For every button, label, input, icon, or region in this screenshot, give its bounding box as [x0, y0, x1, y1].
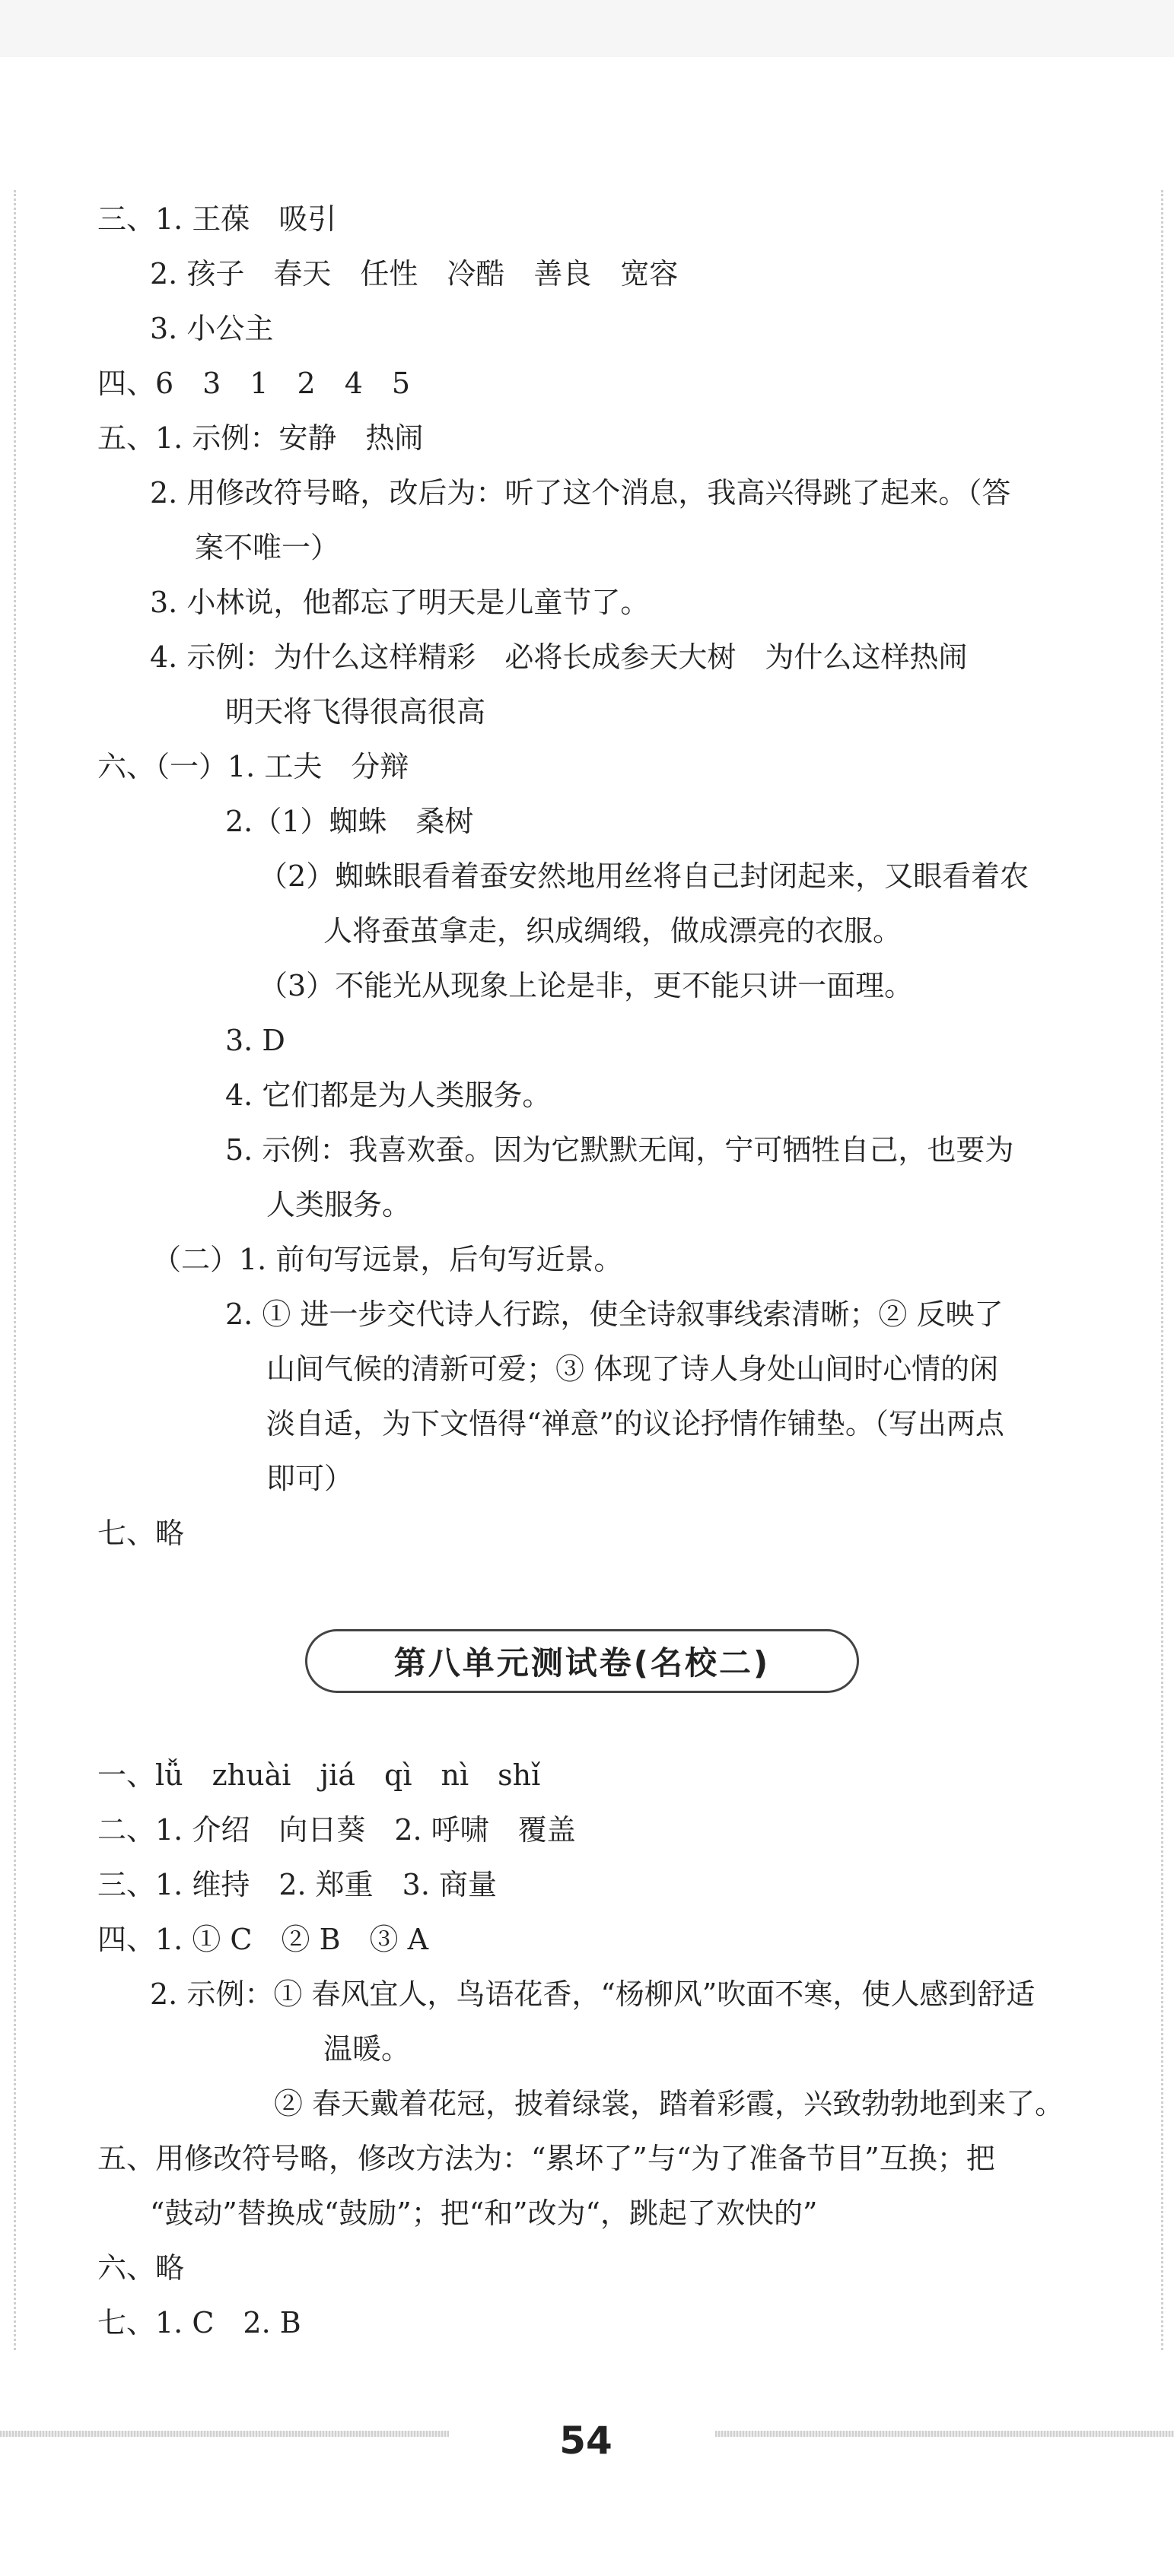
- answer-line: （2）蜘蛛眼看着蚕安然地用丝将自己封闭起来，又眼看着农: [259, 859, 1029, 893]
- answer-line: 即可）: [266, 1462, 354, 1495]
- answer-line: 五、用修改符号略，修改方法为：“累坏了”与“为了准备节目”互换；把: [97, 2142, 995, 2175]
- footer-rule-right: [715, 2431, 1174, 2437]
- answer-line: （二）1. 前句写远景，后句写近景。: [152, 1243, 623, 1276]
- answer-line: 三、1. 王葆 吸引: [97, 202, 337, 236]
- answer-line: 3. D: [225, 1024, 285, 1057]
- answer-line: 明天将飞得很高很高: [225, 695, 486, 729]
- answer-line: 3. 小林说，他都忘了明天是儿童节了。: [150, 586, 650, 619]
- page-number: 54: [559, 2419, 612, 2463]
- answer-line: 六、（一）1. 工夫 分辩: [97, 750, 409, 783]
- answer-line: 七、1. C 2. B: [97, 2306, 301, 2339]
- answer-line: 2. 示例：① 春风宜人，鸟语花香，“杨柳风”吹面不寒，使人感到舒适: [150, 1977, 1036, 2011]
- footer-rule-left: [0, 2431, 449, 2437]
- answer-line: 五、1. 示例：安静 热闹: [97, 421, 424, 455]
- left-margin-dotted-line: [14, 190, 16, 2350]
- answer-line: 4. 它们都是为人类服务。: [225, 1078, 552, 1112]
- answer-line: 七、略: [97, 1517, 185, 1550]
- answer-line: 山间气候的清新可爱；③ 体现了诗人身处山间时心情的闲: [266, 1352, 999, 1386]
- answer-line: 淡自适，为下文悟得“禅意”的议论抒情作铺垫。（写出两点: [266, 1407, 1004, 1440]
- section-title-box: [305, 1629, 859, 1693]
- answer-line: 案不唯一）: [195, 531, 340, 564]
- answer-line: 5. 示例：我喜欢蚕。因为它默默无闻，宁可牺牲自己，也要为: [225, 1133, 1014, 1167]
- top-margin-band: [0, 0, 1174, 57]
- answer-line: 二、1. 介绍 向日葵 2. 呼啸 覆盖: [97, 1813, 576, 1847]
- answer-line: 人将蚕茧拿走，织成绸缎，做成漂亮的衣服。: [323, 914, 902, 948]
- answer-line: ② 春天戴着花冠，披着绿裳，踏着彩霞，兴致勃勃地到来了。: [274, 2087, 1064, 2120]
- answer-line: 2. 孩子 春天 任性 冷酷 善良 宽容: [150, 257, 679, 291]
- answer-line: 2. ① 进一步交代诗人行踪，使全诗叙事线索清晰；② 反映了: [225, 1298, 1004, 1331]
- answer-line: 温暖。: [323, 2032, 411, 2066]
- answer-line: 2. 用修改符号略，改后为：听了这个消息，我高兴得跳了起来。（答: [150, 476, 1011, 510]
- answer-line: 2.（1）蜘蛛 桑树: [225, 805, 474, 838]
- right-margin-dotted-line: [1161, 190, 1163, 2350]
- answer-line: 4. 示例：为什么这样精彩 必将长成参天大树 为什么这样热闹: [150, 640, 968, 674]
- answer-line: 三、1. 维持 2. 郑重 3. 商量: [97, 1868, 498, 1901]
- answer-line: “鼓动”替换成“鼓励”；把“和”改为“，跳起了欢快的”: [150, 2196, 818, 2230]
- section-title: 第八单元测试卷(名校二): [393, 1644, 771, 1682]
- answer-line: 人类服务。: [266, 1188, 412, 1221]
- answer-line: （3）不能光从现象上论是非，更不能只讲一面理。: [259, 969, 914, 1002]
- answer-line: 3. 小公主: [150, 312, 274, 345]
- answer-line: 一、lǚ zhuài jiá qì nì shǐ: [97, 1758, 541, 1792]
- answer-line: 四、1. ① C ② B ③ A: [97, 1923, 429, 1956]
- answer-line: 四、6 3 1 2 4 5: [97, 367, 411, 400]
- answer-line: 六、略: [97, 2251, 185, 2285]
